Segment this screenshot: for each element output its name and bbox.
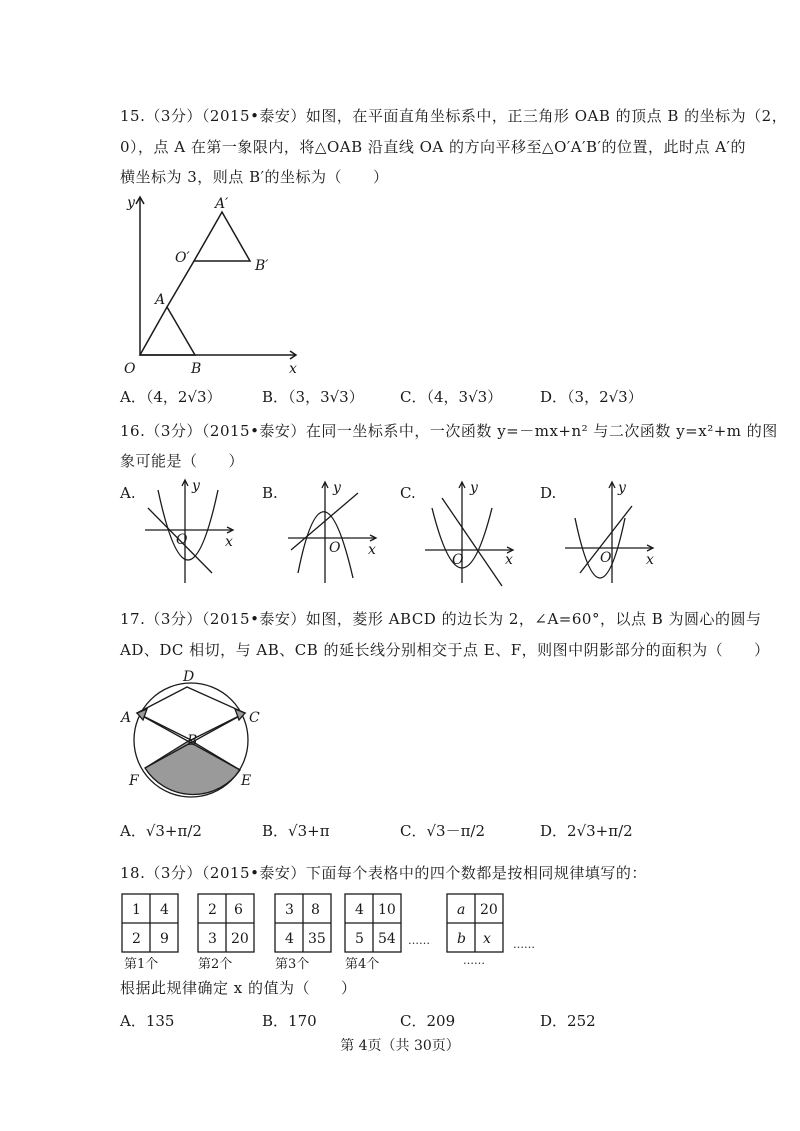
triangle-oab bbox=[140, 307, 195, 355]
q18-line1: 18.（3分）（2015•泰安）下面每个表格中的四个数都是按相同规律填写的： bbox=[120, 864, 647, 882]
a-label: A bbox=[155, 292, 166, 308]
o-label: O bbox=[600, 550, 612, 566]
t4-cell-tl: 4 bbox=[355, 902, 364, 918]
q17-line2: AD、DC 相切，与 AB、CB 的延长线分别相交于点 E、F，则图中阴影部分的面积为（ ） bbox=[120, 641, 770, 659]
q18-tables bbox=[120, 892, 540, 967]
q18-option-d[interactable]: D．252 bbox=[540, 1012, 596, 1030]
q16-graph-d bbox=[560, 478, 660, 588]
b-label: B bbox=[191, 361, 202, 377]
q16-option-b[interactable]: B. bbox=[262, 484, 278, 502]
t3-cell-br: 35 bbox=[308, 931, 326, 947]
q17-option-d[interactable]: D．2√3+π/2 bbox=[540, 822, 633, 840]
q17-option-a[interactable]: A．√3+π/2 bbox=[120, 822, 202, 840]
t1-cell-bl: 2 bbox=[132, 931, 141, 947]
t5-cell-tr: 20 bbox=[480, 902, 498, 918]
ellipsis-1: …… bbox=[408, 934, 430, 947]
t4-cell-bl: 5 bbox=[355, 931, 364, 947]
q15-option-a[interactable]: A．（4，2√3） bbox=[120, 388, 222, 406]
x-label: x bbox=[368, 542, 376, 558]
x-label: x bbox=[505, 552, 513, 568]
t1-caption: 第1个 bbox=[124, 957, 159, 972]
q16-graph-a bbox=[140, 478, 240, 588]
t5-cell-bl: b bbox=[457, 931, 466, 947]
t2-cell-bl: 3 bbox=[208, 931, 217, 947]
x-label: x bbox=[646, 552, 654, 568]
t2-cell-tr: 6 bbox=[234, 902, 243, 918]
t1-cell-br: 9 bbox=[160, 931, 169, 947]
q17-figure bbox=[115, 665, 275, 805]
o-label: O bbox=[452, 552, 464, 568]
q17-option-c[interactable]: C．√3－π/2 bbox=[400, 822, 486, 840]
t3-caption: 第3个 bbox=[275, 957, 310, 972]
x-label: x bbox=[289, 361, 297, 377]
q16-option-a[interactable]: A. bbox=[120, 484, 136, 502]
q17-option-b[interactable]: B．√3+π bbox=[262, 822, 330, 840]
triangle-oab-prime bbox=[194, 212, 250, 261]
e-label: E bbox=[241, 773, 252, 789]
q18-line2: 根据此规律确定 x 的值为（ ） bbox=[120, 979, 357, 997]
t3-cell-bl: 4 bbox=[285, 931, 294, 947]
q18-option-a[interactable]: A．135 bbox=[120, 1012, 175, 1030]
t1-cell-tr: 4 bbox=[160, 902, 169, 918]
q18-option-b[interactable]: B．170 bbox=[262, 1012, 317, 1030]
y-label: y bbox=[192, 478, 200, 494]
t5-cell-tl: a bbox=[457, 902, 466, 918]
t2-cell-tl: 2 bbox=[208, 902, 217, 918]
q17-line1: 17.（3分）（2015•泰安）如图，菱形 ABCD 的边长为 2，∠A=60°，以点 B 为圆心的圆与 bbox=[120, 610, 762, 628]
t5-cell-br: x bbox=[483, 931, 491, 947]
d-label: D bbox=[183, 669, 195, 685]
o-label: O bbox=[329, 540, 341, 556]
q16-graph-c bbox=[420, 478, 520, 588]
t4-cell-tr: 10 bbox=[378, 902, 396, 918]
f-label: F bbox=[129, 773, 139, 789]
y-label: y bbox=[470, 480, 478, 496]
q15-figure bbox=[115, 190, 315, 380]
q16-graph-b bbox=[283, 478, 383, 588]
q18-option-c[interactable]: C．209 bbox=[400, 1012, 456, 1030]
t2-caption: 第2个 bbox=[198, 957, 233, 972]
q15-line1: 15.（3分）（2015•泰安）如图，在平面直角坐标系中，正三角形 OAB 的顶点 B 的坐标为（2， bbox=[120, 107, 788, 125]
q15-option-c[interactable]: C．（4，3√3） bbox=[400, 388, 503, 406]
q15-option-d[interactable]: D．（3，2√3） bbox=[540, 388, 643, 406]
t4-cell-br: 54 bbox=[378, 931, 396, 947]
t1-cell-tl: 1 bbox=[132, 902, 141, 918]
o-prime-label: O′ bbox=[175, 250, 190, 266]
q15-option-b[interactable]: B．（3，3√3） bbox=[262, 388, 364, 406]
translation-line bbox=[167, 261, 194, 307]
x-label: x bbox=[225, 534, 233, 550]
t4-caption: 第4个 bbox=[345, 957, 380, 972]
q16-line1: 16.（3分）（2015•泰安）在同一坐标系中，一次函数 y=－mx+n² 与二次函数 y=x²+m 的图 bbox=[120, 422, 778, 440]
a-prime-label: A′ bbox=[215, 196, 229, 212]
o-label: O bbox=[124, 361, 136, 377]
ellipsis-2: …… bbox=[513, 938, 535, 951]
t3-cell-tl: 3 bbox=[285, 902, 294, 918]
t2-cell-br: 20 bbox=[231, 931, 249, 947]
y-label: y bbox=[618, 480, 626, 496]
b-label: B bbox=[187, 733, 198, 749]
q15-line3: 横坐标为 3，则点 B′的坐标为（ ） bbox=[120, 168, 389, 186]
a-label: A bbox=[121, 710, 132, 726]
page-footer: 第 4页（共 30页） bbox=[340, 1038, 460, 1054]
y-label: y bbox=[127, 195, 135, 211]
b-prime-label: B′ bbox=[255, 258, 269, 274]
q16-line2: 象可能是（ ） bbox=[120, 452, 245, 470]
c-label: C bbox=[249, 710, 260, 726]
q16-option-c[interactable]: C. bbox=[400, 484, 416, 502]
y-label: y bbox=[333, 480, 341, 496]
t3-cell-tr: 8 bbox=[311, 902, 320, 918]
ellipsis-3: …… bbox=[463, 954, 485, 967]
q16-option-d[interactable]: D. bbox=[540, 484, 557, 502]
o-label: O bbox=[176, 532, 188, 548]
q15-line2: 0），点 A 在第一象限内，将△OAB 沿直线 OA 的方向平移至△O′A′B′的位置，此时点 A′的 bbox=[120, 138, 746, 156]
